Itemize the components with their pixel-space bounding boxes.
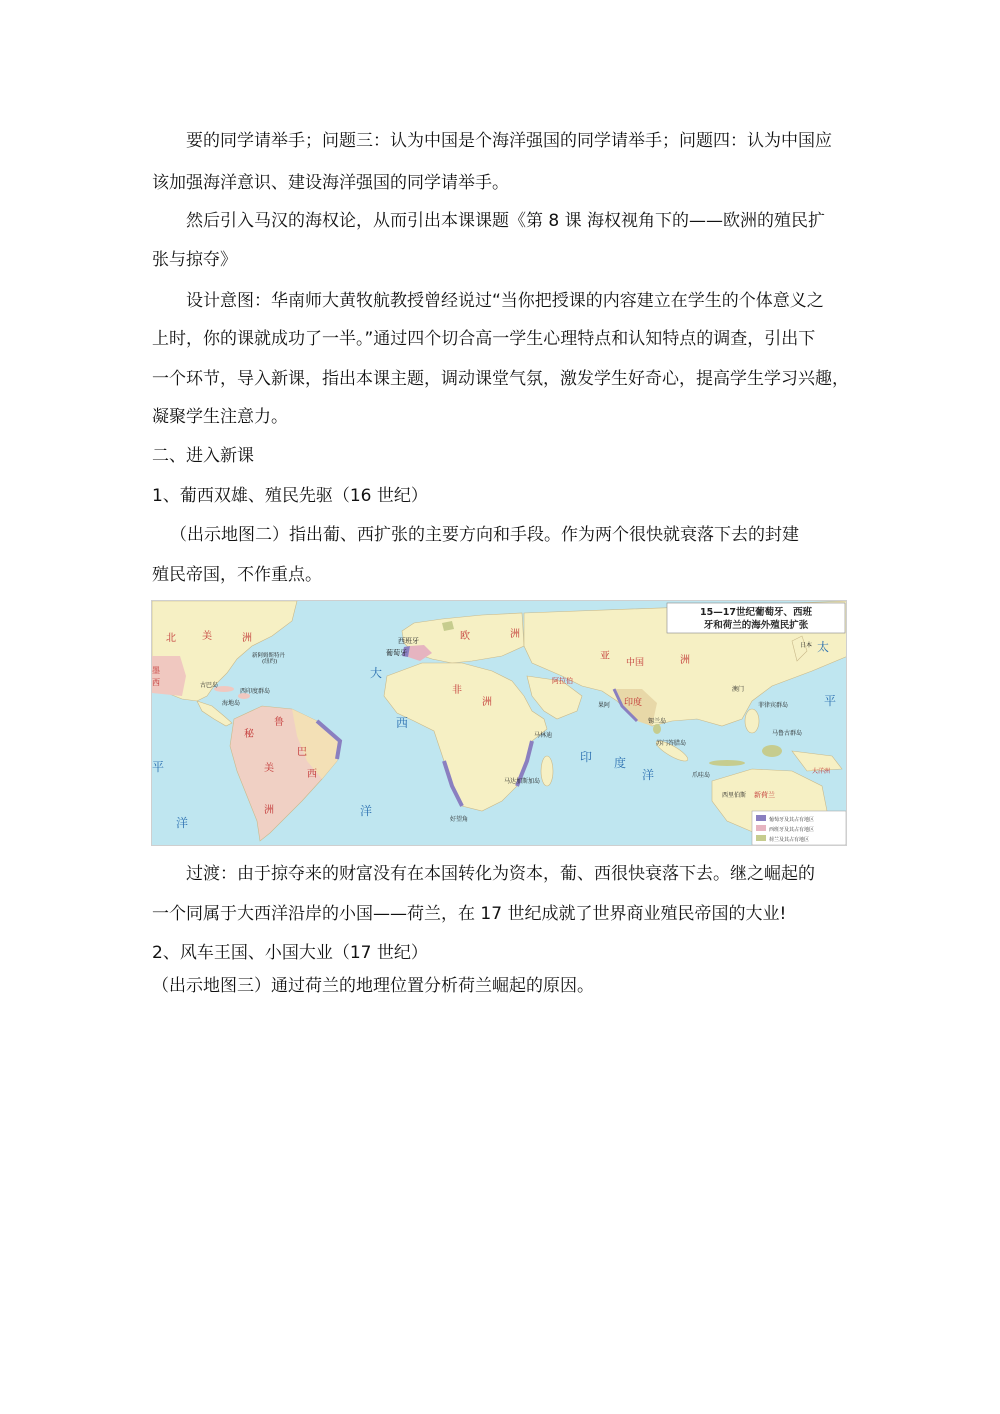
text-line: 凝聚学生注意力。 bbox=[152, 407, 288, 427]
label-ouzhou2: 洲 bbox=[510, 629, 520, 640]
label-zhou1: 洲 bbox=[242, 633, 252, 644]
label-ceylon: 锡兰岛 bbox=[648, 718, 667, 725]
label-new-holland: 新荷兰 bbox=[754, 791, 775, 799]
map-title-line2: 牙和荷兰的海外殖民扩张 bbox=[703, 620, 809, 631]
label-zhou-asia: 洲 bbox=[680, 655, 690, 666]
subsection-heading: 1、葡西双雄、殖民先驱（16 世纪） bbox=[152, 486, 428, 506]
label-yang: 洋 bbox=[360, 804, 373, 818]
label-lu: 鲁 bbox=[274, 717, 284, 728]
label-cuba: 古巴岛 bbox=[200, 682, 219, 689]
label-china: 中国 bbox=[626, 658, 645, 668]
text-line: 过渡：由于掠夺来的财富没有在本国转化为资本，葡、西很快衰落下去。继之崛起的 bbox=[186, 864, 815, 884]
text-line: 该加强海洋意识、建设海洋强国的同学请举手。 bbox=[152, 173, 509, 193]
label-ping: 平 bbox=[824, 694, 837, 708]
label-tai: 太 bbox=[817, 640, 830, 654]
label-xi: 西 bbox=[396, 716, 409, 730]
legend-label-spain: 西班牙及其占有地区 bbox=[769, 827, 815, 833]
text-line: （出示地图二）指出葡、西扩张的主要方向和手段。作为两个很快就衰落下去的封建 bbox=[170, 525, 799, 545]
label-java: 爪哇岛 bbox=[692, 772, 711, 779]
label-haiti: 海地岛 bbox=[222, 700, 241, 707]
label-xige: 西 bbox=[152, 678, 160, 687]
label-india: 印度 bbox=[624, 698, 643, 708]
label-xibanya: 西班牙 bbox=[398, 637, 419, 645]
label-arabia: 阿拉伯 bbox=[552, 677, 573, 685]
label-macau: 澳门 bbox=[732, 686, 745, 693]
label-yin: 印 bbox=[580, 750, 593, 764]
label-ouzhou1: 欧 bbox=[460, 631, 470, 642]
label-celebes: 西里伯斯 bbox=[722, 792, 747, 799]
label-feizhou2: 洲 bbox=[482, 697, 492, 708]
label-yang4: 洋 bbox=[176, 816, 189, 830]
moluccas bbox=[762, 745, 782, 757]
text-line: 殖民帝国，不作重点。 bbox=[152, 565, 322, 585]
label-bi: 秘 bbox=[244, 729, 254, 740]
label-malindi: 马林迪 bbox=[534, 732, 553, 739]
label-ping2: 平 bbox=[152, 760, 165, 774]
label-putaoya: 葡萄牙 bbox=[386, 649, 407, 657]
section-heading: 二、进入新课 bbox=[152, 446, 254, 466]
label-sumatra: 苏门答腊岛 bbox=[656, 740, 687, 747]
label-philippines: 菲律宾群岛 bbox=[758, 702, 789, 709]
philippines bbox=[745, 709, 759, 733]
label-north: 北 bbox=[166, 633, 176, 644]
legend-label-portugal: 葡萄牙及其占有地区 bbox=[769, 817, 815, 823]
map-graphic bbox=[152, 601, 847, 846]
legend-label-netherlands: 荷兰及其占有地区 bbox=[769, 837, 810, 843]
text-line: 然后引入马汉的海权论，从而引出本课课题《第 8 课 海权视角下的——欧洲的殖民扩 bbox=[186, 211, 826, 231]
label-feizhou1: 非 bbox=[452, 685, 462, 696]
label-new-york: (纽约) bbox=[262, 659, 278, 665]
text-line: 要的同学请举手；问题三：认为中国是个海洋强国的同学请举手；问题四：认为中国应 bbox=[186, 131, 832, 151]
label-zhou2: 洲 bbox=[264, 805, 274, 816]
legend-swatch-portugal bbox=[756, 815, 766, 821]
label-yang2: 洋 bbox=[642, 768, 655, 782]
text-line: 一个同属于大西洋沿岸的小国——荷兰，在 17 世纪成就了世界商业殖民帝国的大业! bbox=[152, 904, 787, 924]
text-line: 设计意图：华南师大黄牧航教授曾经说过“当你把授课的内容建立在学生的个体意义之 bbox=[186, 291, 824, 311]
subsection-heading: 2、风车王国、小国大业（17 世纪） bbox=[152, 943, 428, 963]
label-xi2: 西 bbox=[307, 769, 317, 780]
mexico-region bbox=[152, 656, 186, 696]
label-oceania: 大洋洲 bbox=[812, 768, 831, 775]
label-west-indies: 西印度群岛 bbox=[240, 688, 271, 695]
label-moluccas: 马鲁古群岛 bbox=[772, 730, 803, 737]
map-title-line1: 15—17世纪葡萄牙、西班 bbox=[700, 607, 812, 618]
label-du: 度 bbox=[614, 756, 627, 770]
text-line: （出示地图三）通过荷兰的地理位置分析荷兰崛起的原因。 bbox=[152, 976, 594, 996]
text-line: 张与掠夺》 bbox=[152, 250, 237, 270]
colonial-expansion-map bbox=[151, 600, 847, 846]
label-madagascar: 马达加斯加岛 bbox=[504, 778, 541, 785]
label-new-amsterdam: 新阿姆斯特丹 bbox=[252, 653, 286, 659]
label-mo: 墨 bbox=[152, 666, 160, 675]
label-cape-good-hope: 好望角 bbox=[450, 816, 469, 823]
label-mei: 美 bbox=[264, 763, 274, 774]
label-ya1: 亚 bbox=[600, 651, 610, 662]
text-line: 一个环节，导入新课，指出本课主题，调动课堂气氛，激发学生好奇心，提高学生学习兴趣， bbox=[152, 369, 849, 389]
legend-swatch-netherlands bbox=[756, 835, 766, 841]
label-america: 美 bbox=[202, 631, 212, 642]
ceylon bbox=[653, 724, 661, 734]
java bbox=[709, 760, 745, 766]
text-line: 上时，你的课就成功了一半。”通过四个切合高一学生心理特点和认知特点的调查，引出下 bbox=[152, 329, 816, 349]
label-japan: 日本 bbox=[800, 642, 813, 649]
legend-swatch-spain bbox=[756, 825, 766, 831]
label-da: 大 bbox=[370, 666, 383, 680]
label-goa: 果阿 bbox=[598, 702, 611, 709]
label-ba: 巴 bbox=[297, 747, 307, 758]
madagascar bbox=[541, 756, 553, 786]
